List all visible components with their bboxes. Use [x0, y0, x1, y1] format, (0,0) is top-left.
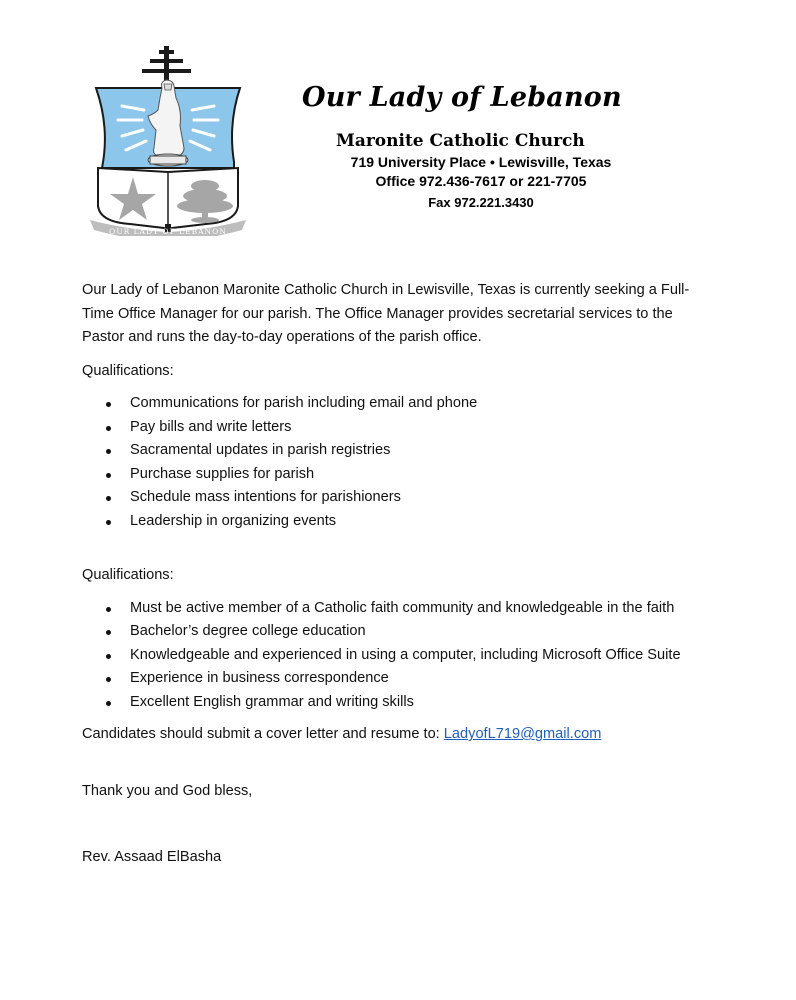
church-name: Our Lady of Lebanon — [302, 82, 622, 113]
list-item: Sacramental updates in parish registries — [82, 439, 700, 463]
list-item: Excellent English grammar and writing skills — [82, 691, 700, 715]
section-heading: Qualifications: — [82, 567, 174, 583]
bullet-icon — [106, 607, 111, 612]
contact-block — [300, 153, 662, 212]
list-item: Knowledgeable and experienced in using a computer, including Microsoft Office Suite — [82, 644, 700, 668]
list-item: Communications for parish including email and phone — [82, 392, 700, 416]
list-item: Schedule mass intentions for parishioners — [82, 486, 700, 510]
list-item: Must be active member of a Catholic faith community and knowledgeable in the faith — [82, 597, 700, 621]
list-item: Leadership in organizing events — [82, 510, 700, 534]
church-subtitle: Maronite Catholic Church — [336, 131, 585, 151]
bullet-icon — [106, 630, 111, 635]
list-item: Pay bills and write letters — [82, 416, 700, 440]
closing-line: Thank you and God bless, — [82, 782, 253, 799]
list-item: Purchase supplies for parish — [82, 463, 700, 487]
signature: Rev. Assaad ElBasha — [82, 849, 222, 865]
list-item: Experience in business correspondence — [82, 667, 700, 691]
bullet-icon — [106, 520, 111, 525]
address: 719 University Place • Lewisville, Texas — [350, 154, 612, 170]
bullet-icon — [106, 654, 111, 659]
bullet-icon — [106, 677, 111, 682]
letter-body — [82, 279, 722, 870]
fax-number: Fax 972.221.3430 — [428, 195, 534, 210]
submit-instructions: Candidates should submit a cover letter and resume to: LadyofL719@gmail.com — [82, 726, 602, 742]
bullet-icon — [106, 701, 111, 706]
email-link[interactable]: LadyofL719@gmail.com — [443, 726, 602, 742]
duties-list — [82, 392, 722, 533]
section-heading: Qualifications: — [82, 362, 174, 379]
list-item: Bachelor’s degree college education — [82, 620, 700, 644]
crest-banner-text: OUR LADY OF LEBANON — [109, 227, 227, 236]
office-phone: Office 972.436-7617 or 221-7705 — [375, 173, 587, 189]
bullet-icon — [106, 473, 111, 478]
intro-paragraph: Our Lady of Lebanon Maronite Catholic Church in Lewisville, Texas is currently seeking a Full-Time Office Manager for our parish. The Office Manager provides secretarial services to the Pastor and runs the day-to-day operations of the parish office. — [82, 282, 690, 345]
bullet-icon — [106, 449, 111, 454]
bullet-icon — [106, 496, 111, 501]
bullet-icon — [106, 402, 111, 407]
bullet-icon — [106, 426, 111, 431]
qualifications-list — [82, 597, 722, 715]
church-crest-icon — [88, 44, 248, 236]
